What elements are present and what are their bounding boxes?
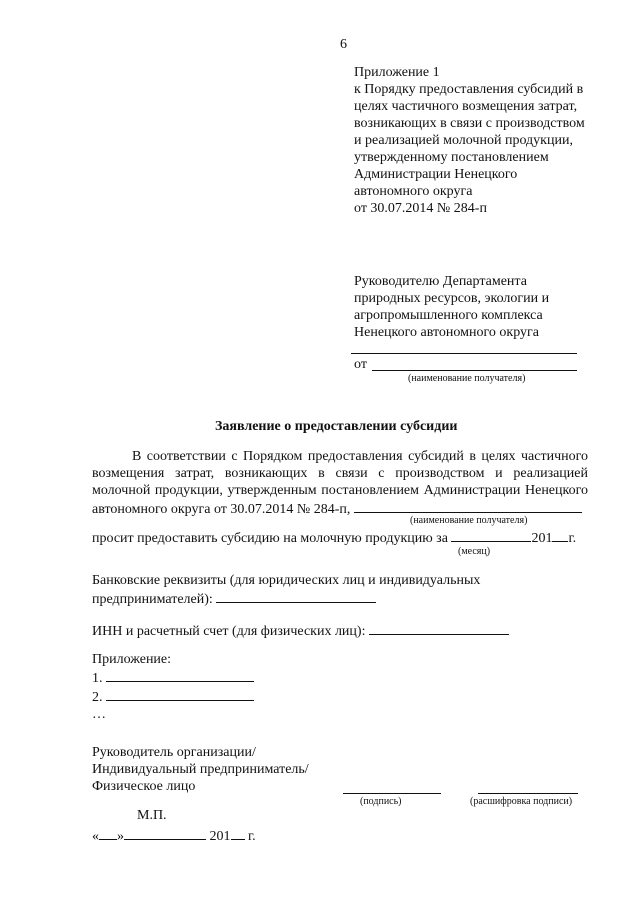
attachments-block bbox=[92, 651, 254, 723]
bank-line-label: предпринимателей): bbox=[92, 592, 213, 607]
request-text: просит предоставить субсидию на молочную продукцию за bbox=[92, 531, 448, 546]
recipient-name-line[interactable] bbox=[372, 370, 577, 371]
year-prefix: 201 bbox=[531, 531, 553, 546]
signer-line: Индивидуальный предприниматель/ bbox=[92, 762, 309, 777]
signature-decode-caption: (расшифровка подписи) bbox=[470, 796, 573, 807]
appendix-line: целях частичного возмещения затрат, bbox=[354, 99, 578, 114]
attachment-field-1[interactable] bbox=[106, 668, 254, 682]
body-recipient-caption: (наименование получателя) bbox=[410, 515, 528, 526]
date-year-suffix: г. bbox=[248, 829, 256, 844]
stamp-label: М.П. bbox=[137, 808, 167, 823]
appendix-line: утвержденному постановлением bbox=[354, 150, 549, 165]
body-paragraph bbox=[92, 448, 588, 518]
signature-block bbox=[92, 744, 309, 795]
signer-line: Физическое лицо bbox=[92, 779, 196, 794]
date-close-quote: » bbox=[117, 829, 124, 844]
inn-line bbox=[92, 621, 509, 640]
signature-caption: (подпись) bbox=[360, 796, 402, 807]
signer-line: Руководитель организации/ bbox=[92, 745, 256, 760]
document-title: Заявление о предоставлении субсидии bbox=[215, 419, 458, 434]
from-label: от bbox=[354, 357, 367, 372]
addressee-block bbox=[354, 273, 549, 341]
addressee-line: агропромышленного комплекса bbox=[354, 308, 543, 323]
addressee-blank-line[interactable] bbox=[351, 353, 577, 354]
appendix-line: от 30.07.2014 № 284-п bbox=[354, 201, 487, 216]
year-suffix: г. bbox=[568, 531, 577, 546]
year-field[interactable] bbox=[552, 528, 568, 542]
bank-details-field[interactable] bbox=[216, 589, 376, 603]
attachment-field-2[interactable] bbox=[106, 687, 254, 701]
month-caption: (месяц) bbox=[458, 546, 491, 557]
recipient-caption: (наименование получателя) bbox=[408, 373, 526, 384]
appendix-line: возникающих в связи с производством bbox=[354, 116, 585, 131]
bank-details bbox=[92, 572, 480, 608]
attachment-number: 2. bbox=[92, 690, 103, 705]
attachments-label: Приложение: bbox=[92, 652, 172, 667]
appendix-line: и реализацией молочной продукции, bbox=[354, 133, 573, 148]
appendix-block bbox=[354, 64, 585, 217]
bank-line: Банковские реквизиты (для юридических лиц и индивидуальных bbox=[92, 573, 481, 588]
appendix-line: к Порядку предоставления субсидий в bbox=[354, 82, 584, 97]
addressee-line: Руководителю Департамента bbox=[354, 274, 527, 289]
bank-line-2 bbox=[92, 589, 480, 608]
recipient-field[interactable] bbox=[354, 499, 582, 513]
signature-line[interactable] bbox=[343, 793, 441, 794]
addressee-line: Ненецкого автономного округа bbox=[354, 325, 539, 340]
appendix-line: Администрации Ненецкого bbox=[354, 167, 518, 182]
inn-field[interactable] bbox=[369, 621, 509, 635]
month-field[interactable] bbox=[451, 528, 531, 542]
date-month-field[interactable] bbox=[124, 826, 206, 840]
body-text: В соответствии с Порядком предоставления субсидий в целях частичного возмещения затрат, возникающих в связи с производством и реализацией молочной продукции, утвержденным постановлением Администрации Ненецкого автономного округа от 30.07.2014 № 284-п, bbox=[92, 449, 588, 517]
page-number: 6 bbox=[340, 37, 347, 52]
appendix-line: автономного округа bbox=[354, 184, 473, 199]
date-year-prefix: 201 bbox=[209, 829, 231, 844]
appendix-line: Приложение 1 bbox=[354, 65, 440, 80]
inn-label: ИНН и расчетный счет (для физических лиц): bbox=[92, 624, 366, 639]
attachments-ellipsis: … bbox=[92, 707, 106, 722]
signature-decode-line[interactable] bbox=[478, 793, 578, 794]
addressee-line: природных ресурсов, экологии и bbox=[354, 291, 550, 306]
attachment-number: 1. bbox=[92, 671, 103, 686]
date-year-field[interactable] bbox=[231, 826, 245, 840]
date-day-field[interactable] bbox=[99, 826, 117, 840]
date-open-quote: « bbox=[92, 829, 99, 844]
attachment-item-2 bbox=[92, 687, 254, 706]
request-line bbox=[92, 528, 576, 547]
date-line bbox=[92, 826, 256, 845]
attachment-item-1 bbox=[92, 668, 254, 687]
